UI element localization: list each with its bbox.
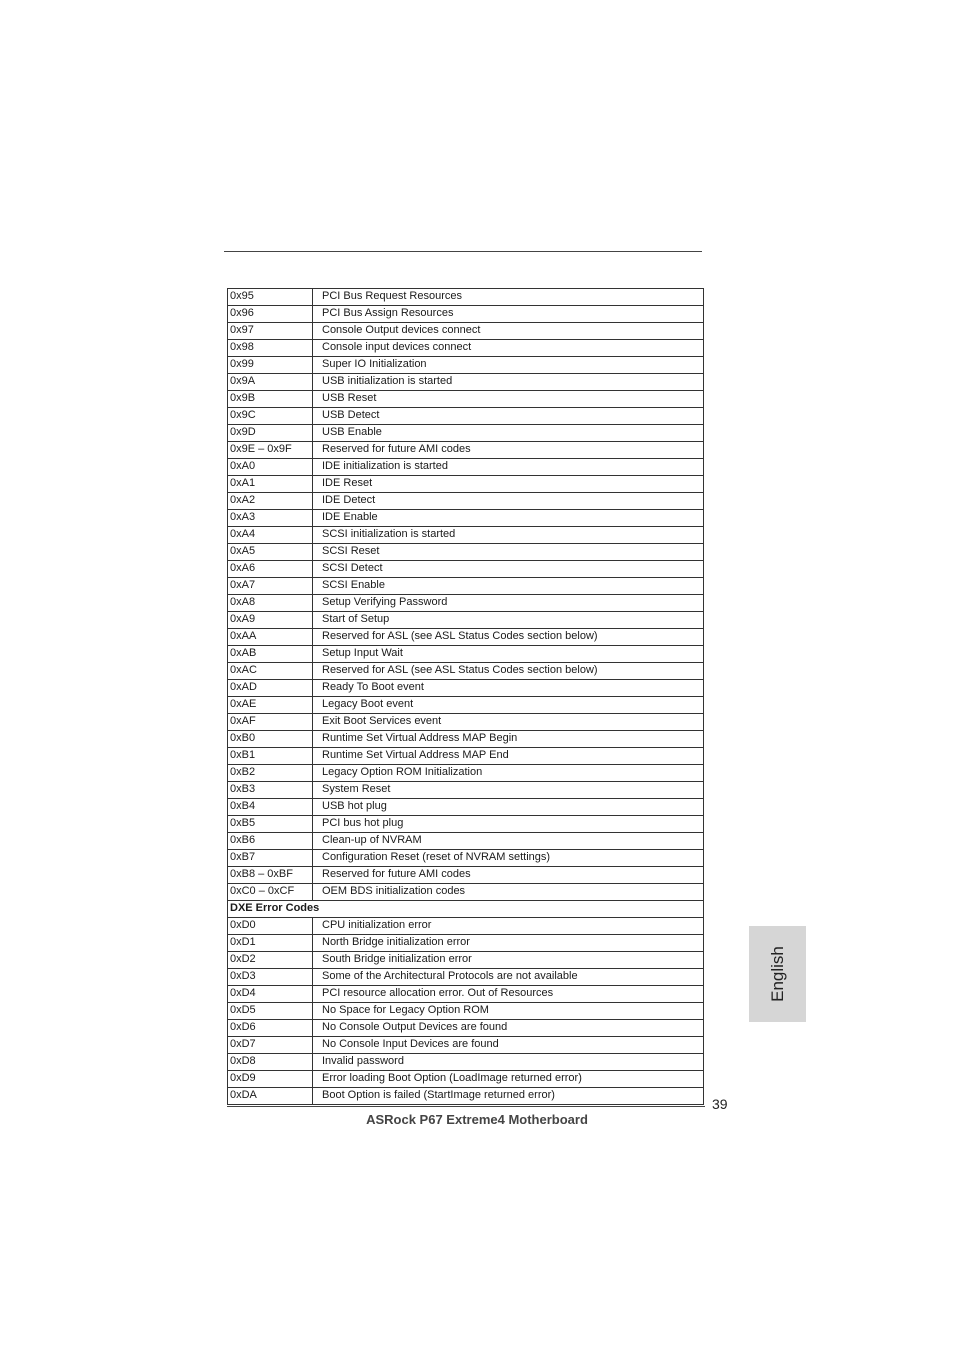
- post-code-table: [227, 288, 704, 1105]
- code-cell: 0x99: [228, 357, 313, 374]
- code-cell: 0x95: [228, 289, 313, 306]
- description-cell: Console input devices connect: [313, 340, 704, 357]
- code-cell: 0xA1: [228, 476, 313, 493]
- code-cell: 0xAD: [228, 680, 313, 697]
- code-cell: 0xC0 – 0xCF: [228, 884, 313, 901]
- code-cell: 0xDA: [228, 1088, 313, 1105]
- table-row: [228, 612, 704, 629]
- code-cell: 0xAA: [228, 629, 313, 646]
- table-row: [228, 425, 704, 442]
- table-row: [228, 527, 704, 544]
- table-row: [228, 986, 704, 1003]
- section-header-row: [228, 901, 704, 918]
- table-row: [228, 510, 704, 527]
- description-cell: IDE Detect: [313, 493, 704, 510]
- table-row: [228, 306, 704, 323]
- table-row: [228, 544, 704, 561]
- description-cell: Reserved for future AMI codes: [313, 867, 704, 884]
- code-cell: 0x9D: [228, 425, 313, 442]
- description-cell: Start of Setup: [313, 612, 704, 629]
- code-cell: 0xD3: [228, 969, 313, 986]
- description-cell: Super IO Initialization: [313, 357, 704, 374]
- table-row: [228, 1071, 704, 1088]
- table-row: [228, 663, 704, 680]
- description-cell: South Bridge initialization error: [313, 952, 704, 969]
- code-cell: 0xD5: [228, 1003, 313, 1020]
- code-cell: 0xAB: [228, 646, 313, 663]
- code-cell: 0xB6: [228, 833, 313, 850]
- description-cell: No Space for Legacy Option ROM: [313, 1003, 704, 1020]
- table-row: [228, 697, 704, 714]
- description-cell: SCSI Reset: [313, 544, 704, 561]
- code-cell: 0xAE: [228, 697, 313, 714]
- code-cell: 0xA3: [228, 510, 313, 527]
- description-cell: SCSI Enable: [313, 578, 704, 595]
- code-cell: 0x97: [228, 323, 313, 340]
- table-row: [228, 442, 704, 459]
- description-cell: Reserved for ASL (see ASL Status Codes section below): [313, 629, 704, 646]
- code-cell: 0x9A: [228, 374, 313, 391]
- description-cell: PCI bus hot plug: [313, 816, 704, 833]
- code-cell: 0xA8: [228, 595, 313, 612]
- code-cell: 0xA4: [228, 527, 313, 544]
- code-cell: 0xB5: [228, 816, 313, 833]
- table-row: [228, 833, 704, 850]
- code-cell: 0xA2: [228, 493, 313, 510]
- post-code-table-body: [228, 289, 704, 1105]
- code-cell: 0xB1: [228, 748, 313, 765]
- code-cell: 0x96: [228, 306, 313, 323]
- description-cell: Console Output devices connect: [313, 323, 704, 340]
- code-cell: 0xA0: [228, 459, 313, 476]
- description-cell: Clean-up of NVRAM: [313, 833, 704, 850]
- description-cell: OEM BDS initialization codes: [313, 884, 704, 901]
- table-row: [228, 969, 704, 986]
- description-cell: IDE initialization is started: [313, 459, 704, 476]
- table-row: [228, 935, 704, 952]
- code-cell: 0x98: [228, 340, 313, 357]
- description-cell: Runtime Set Virtual Address MAP End: [313, 748, 704, 765]
- description-cell: Some of the Architectural Protocols are not available: [313, 969, 704, 986]
- code-cell: 0xD1: [228, 935, 313, 952]
- description-cell: Legacy Boot event: [313, 697, 704, 714]
- table-row: [228, 629, 704, 646]
- table-row: [228, 816, 704, 833]
- code-cell: 0xB7: [228, 850, 313, 867]
- description-cell: Invalid password: [313, 1054, 704, 1071]
- description-cell: No Console Output Devices are found: [313, 1020, 704, 1037]
- table-row: [228, 748, 704, 765]
- code-cell: 0xAC: [228, 663, 313, 680]
- table-row: [228, 374, 704, 391]
- table-row: [228, 765, 704, 782]
- description-cell: Reserved for ASL (see ASL Status Codes section below): [313, 663, 704, 680]
- code-cell: 0x9B: [228, 391, 313, 408]
- code-cell: 0xB2: [228, 765, 313, 782]
- code-cell: 0xB4: [228, 799, 313, 816]
- code-cell: 0xD7: [228, 1037, 313, 1054]
- table-row: [228, 884, 704, 901]
- code-cell: 0xD8: [228, 1054, 313, 1071]
- description-cell: North Bridge initialization error: [313, 935, 704, 952]
- footer-title: ASRock P67 Extreme4 Motherboard: [366, 1112, 588, 1127]
- code-cell: 0xA6: [228, 561, 313, 578]
- language-tab: [749, 926, 806, 1022]
- table-row: [228, 952, 704, 969]
- description-cell: Configuration Reset (reset of NVRAM settings): [313, 850, 704, 867]
- table-row: [228, 680, 704, 697]
- code-cell: 0xD4: [228, 986, 313, 1003]
- section-title: DXE Error Codes: [228, 901, 704, 918]
- description-cell: Legacy Option ROM Initialization: [313, 765, 704, 782]
- code-cell: 0x9E – 0x9F: [228, 442, 313, 459]
- description-cell: USB Enable: [313, 425, 704, 442]
- table-row: [228, 918, 704, 935]
- description-cell: USB Reset: [313, 391, 704, 408]
- description-cell: SCSI Detect: [313, 561, 704, 578]
- description-cell: No Console Input Devices are found: [313, 1037, 704, 1054]
- description-cell: Setup Verifying Password: [313, 595, 704, 612]
- table-row: [228, 459, 704, 476]
- table-row: [228, 561, 704, 578]
- table-row: [228, 493, 704, 510]
- table-row: [228, 357, 704, 374]
- table-row: [228, 476, 704, 493]
- code-cell: 0xA5: [228, 544, 313, 561]
- description-cell: Exit Boot Services event: [313, 714, 704, 731]
- code-cell: 0xD9: [228, 1071, 313, 1088]
- table-row: [228, 850, 704, 867]
- code-cell: 0xA9: [228, 612, 313, 629]
- code-cell: 0xB0: [228, 731, 313, 748]
- description-cell: PCI resource allocation error. Out of Resources: [313, 986, 704, 1003]
- table-row: [228, 646, 704, 663]
- table-row: [228, 1037, 704, 1054]
- table-row: [228, 1020, 704, 1037]
- description-cell: Reserved for future AMI codes: [313, 442, 704, 459]
- language-tab-label: English: [767, 946, 787, 1002]
- table-row: [228, 782, 704, 799]
- table-row: [228, 799, 704, 816]
- description-cell: IDE Enable: [313, 510, 704, 527]
- table-row: [228, 1003, 704, 1020]
- footer-rule: [227, 1106, 705, 1107]
- code-cell: 0x9C: [228, 408, 313, 425]
- table-row: [228, 408, 704, 425]
- table-row: [228, 714, 704, 731]
- code-cell: 0xD2: [228, 952, 313, 969]
- table-row: [228, 289, 704, 306]
- description-cell: Runtime Set Virtual Address MAP Begin: [313, 731, 704, 748]
- code-cell: 0xA7: [228, 578, 313, 595]
- description-cell: System Reset: [313, 782, 704, 799]
- description-cell: PCI Bus Assign Resources: [313, 306, 704, 323]
- code-cell: 0xB3: [228, 782, 313, 799]
- description-cell: PCI Bus Request Resources: [313, 289, 704, 306]
- table-row: [228, 578, 704, 595]
- table-row: [228, 340, 704, 357]
- description-cell: USB initialization is started: [313, 374, 704, 391]
- description-cell: USB Detect: [313, 408, 704, 425]
- code-cell: 0xD0: [228, 918, 313, 935]
- description-cell: Error loading Boot Option (LoadImage returned error): [313, 1071, 704, 1088]
- header-rule: [224, 251, 702, 252]
- description-cell: IDE Reset: [313, 476, 704, 493]
- table-row: [228, 391, 704, 408]
- description-cell: CPU initialization error: [313, 918, 704, 935]
- table-row: [228, 323, 704, 340]
- description-cell: USB hot plug: [313, 799, 704, 816]
- code-cell: 0xB8 – 0xBF: [228, 867, 313, 884]
- table-row: [228, 1088, 704, 1105]
- page-number: 39: [712, 1096, 728, 1112]
- description-cell: Ready To Boot event: [313, 680, 704, 697]
- code-cell: 0xD6: [228, 1020, 313, 1037]
- table-row: [228, 731, 704, 748]
- description-cell: Setup Input Wait: [313, 646, 704, 663]
- table-row: [228, 1054, 704, 1071]
- description-cell: Boot Option is failed (StartImage returned error): [313, 1088, 704, 1105]
- description-cell: SCSI initialization is started: [313, 527, 704, 544]
- table-row: [228, 867, 704, 884]
- table-row: [228, 595, 704, 612]
- code-cell: 0xAF: [228, 714, 313, 731]
